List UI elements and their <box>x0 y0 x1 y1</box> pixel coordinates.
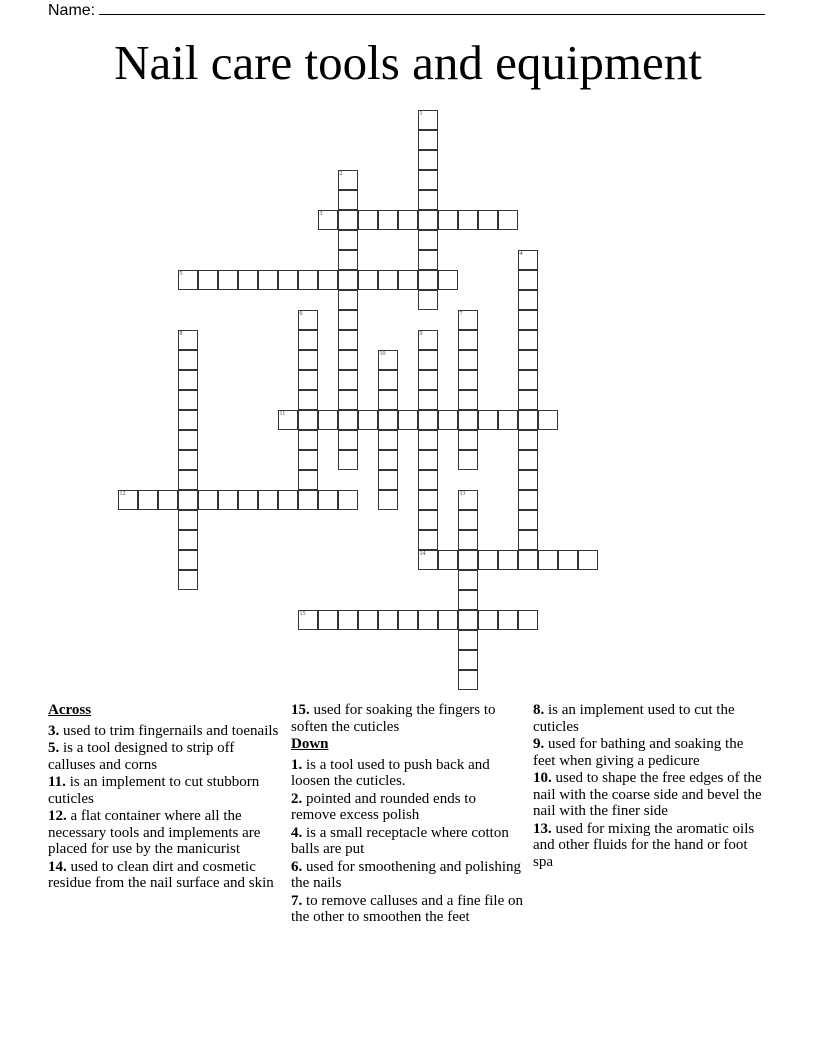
crossword-cell[interactable] <box>458 670 478 690</box>
crossword-cell[interactable] <box>538 410 558 430</box>
crossword-cell[interactable] <box>258 490 278 510</box>
crossword-cell[interactable] <box>338 310 358 330</box>
crossword-cell[interactable] <box>518 450 538 470</box>
clue-number: 8. <box>533 702 545 718</box>
crossword-cell[interactable] <box>518 550 538 570</box>
crossword-cell[interactable] <box>218 490 238 510</box>
crossword-cell[interactable] <box>298 410 318 430</box>
crossword-cell[interactable] <box>178 570 198 590</box>
crossword-cell[interactable] <box>298 490 318 510</box>
crossword-cell[interactable] <box>418 430 438 450</box>
clue-number: 5. <box>48 740 60 756</box>
clue-number: 4. <box>291 824 303 841</box>
crossword-cell[interactable] <box>338 250 358 270</box>
crossword-cell[interactable] <box>178 270 198 290</box>
crossword-cell[interactable] <box>518 530 538 550</box>
clue-across-3 <box>48 723 280 740</box>
crossword-cell[interactable] <box>418 170 438 190</box>
crossword-cell[interactable] <box>338 490 358 510</box>
clue-text: is an implement used to cut the cuticles <box>533 702 735 735</box>
crossword-cell[interactable] <box>458 650 478 670</box>
crossword-cell[interactable] <box>298 430 318 450</box>
crossword-cell[interactable] <box>418 290 438 310</box>
clue-across-14 <box>48 859 280 892</box>
crossword-cell[interactable] <box>418 550 438 570</box>
crossword-cell[interactable] <box>458 370 478 390</box>
crossword-cell[interactable] <box>458 590 478 610</box>
crossword-cell[interactable] <box>378 370 398 390</box>
crossword-cell[interactable] <box>478 550 498 570</box>
clue-text: used for soaking the fingers to soften the cuticles <box>291 702 496 735</box>
clue-number-label: 11 <box>279 410 286 417</box>
crossword-cell[interactable] <box>518 470 538 490</box>
crossword-cell[interactable] <box>498 550 518 570</box>
crossword-cell[interactable] <box>458 490 478 510</box>
crossword-cell[interactable] <box>458 530 478 550</box>
crossword-cell[interactable] <box>298 610 318 630</box>
clue-down-9 <box>533 736 769 769</box>
clue-text: used to shape the free edges of the nail with the coarse side and bevel the nail with the finer side <box>533 770 762 819</box>
crossword-cell[interactable] <box>418 410 438 430</box>
crossword-cell[interactable] <box>278 410 298 430</box>
crossword-cell[interactable] <box>338 410 358 430</box>
crossword-cell[interactable] <box>218 270 238 290</box>
crossword-cell[interactable] <box>278 270 298 290</box>
crossword-cell[interactable] <box>318 490 338 510</box>
clue-number-label: 4 <box>519 250 523 257</box>
crossword-cell[interactable] <box>418 130 438 150</box>
crossword-cell[interactable] <box>518 390 538 410</box>
clue-text: a flat container where all the necessary tools and implements are placed for use by the manicurist <box>48 808 261 857</box>
crossword-cell[interactable] <box>338 430 358 450</box>
crossword-cell[interactable] <box>418 210 438 230</box>
crossword-cell[interactable] <box>358 610 378 630</box>
clue-number-label: 6 <box>299 310 303 317</box>
crossword-cell[interactable] <box>518 490 538 510</box>
crossword-cell[interactable] <box>378 450 398 470</box>
crossword-cell[interactable] <box>398 270 418 290</box>
clue-number-label: 15 <box>299 610 306 617</box>
crossword-cell[interactable] <box>338 230 358 250</box>
crossword-cell[interactable] <box>518 330 538 350</box>
crossword-cell[interactable] <box>298 470 318 490</box>
crossword-cell[interactable] <box>338 190 358 210</box>
crossword-cell[interactable] <box>238 490 258 510</box>
clue-number: 3. <box>48 722 60 739</box>
crossword-cell[interactable] <box>298 310 318 330</box>
crossword-cell[interactable] <box>318 210 338 230</box>
crossword-cell[interactable] <box>458 510 478 530</box>
crossword-cell[interactable] <box>298 270 318 290</box>
clue-text: used for mixing the aromatic oils and other fluids for the hand or foot spa <box>533 820 755 870</box>
crossword-cell[interactable] <box>338 210 358 230</box>
crossword-cell[interactable] <box>458 610 478 630</box>
clue-down-2 <box>291 791 523 824</box>
clue-text: used for bathing and soaking the feet when giving a pedicure <box>533 736 744 769</box>
crossword-cell[interactable] <box>178 470 198 490</box>
crossword-cell[interactable] <box>438 550 458 570</box>
crossword-cell[interactable] <box>518 430 538 450</box>
crossword-cell[interactable] <box>418 270 438 290</box>
clue-text: is a small receptacle where cotton balls are put <box>291 824 509 857</box>
clue-text: is a tool designed to strip off calluses and corns <box>48 740 235 773</box>
crossword-cell[interactable] <box>418 470 438 490</box>
crossword-cell[interactable] <box>198 270 218 290</box>
crossword-cell[interactable] <box>418 530 438 550</box>
crossword-cell[interactable] <box>458 210 478 230</box>
clue-number: 6. <box>291 858 303 875</box>
crossword-cell[interactable] <box>178 330 198 350</box>
crossword-cell[interactable] <box>478 410 498 430</box>
across-heading: Across <box>48 702 92 718</box>
crossword-cell[interactable] <box>178 550 198 570</box>
clue-number-label: 9 <box>419 330 423 337</box>
crossword-cell[interactable] <box>358 410 378 430</box>
crossword-cell[interactable] <box>338 270 358 290</box>
crossword-cell[interactable] <box>358 210 378 230</box>
crossword-cell[interactable] <box>518 250 538 270</box>
crossword-cell[interactable] <box>458 450 478 470</box>
clue-number-label: 8 <box>179 330 183 337</box>
crossword-cell[interactable] <box>418 110 438 130</box>
down-heading: Down <box>291 736 329 752</box>
crossword-cell[interactable] <box>338 350 358 370</box>
crossword-cell[interactable] <box>518 610 538 630</box>
clue-across-5 <box>48 740 280 773</box>
crossword-cell[interactable] <box>178 410 198 430</box>
crossword-cell[interactable] <box>438 610 458 630</box>
clue-number: 2. <box>291 790 303 807</box>
clue-number-label: 7 <box>459 310 463 317</box>
clue-number: 10. <box>533 770 552 786</box>
clue-text: is a tool used to push back and loosen the cuticles. <box>291 756 490 789</box>
crossword-cell[interactable] <box>458 570 478 590</box>
crossword-cell[interactable] <box>278 490 298 510</box>
crossword-cell[interactable] <box>318 270 338 290</box>
crossword-cell[interactable] <box>518 370 538 390</box>
crossword-cell[interactable] <box>378 350 398 370</box>
crossword-cell[interactable] <box>498 210 518 230</box>
crossword-cell[interactable] <box>498 410 518 430</box>
crossword-cell[interactable] <box>178 350 198 370</box>
crossword-cell[interactable] <box>398 610 418 630</box>
crossword-cell[interactable] <box>438 270 458 290</box>
crossword-cell[interactable] <box>418 450 438 470</box>
page-title: Nail care tools and equipment <box>114 35 702 90</box>
crossword-cell[interactable] <box>538 550 558 570</box>
clue-text: used for smoothening and polishing the nails <box>291 858 521 891</box>
crossword-cell[interactable] <box>458 550 478 570</box>
clue-number-label: 10 <box>379 350 386 357</box>
crossword-cell[interactable] <box>338 450 358 470</box>
clue-text: used to clean dirt and cosmetic residue from the nail surface and skin <box>48 858 274 891</box>
name-label: Name: <box>48 2 96 19</box>
clue-down-7 <box>291 893 523 926</box>
crossword-cell[interactable] <box>118 490 138 510</box>
crossword-cell[interactable] <box>418 490 438 510</box>
clue-across-12 <box>48 808 280 858</box>
clue-down-4 <box>291 825 523 858</box>
crossword-cell[interactable] <box>518 290 538 310</box>
crossword-cell[interactable] <box>518 510 538 530</box>
crossword-cell[interactable] <box>518 270 538 290</box>
clue-number: 1. <box>291 756 303 773</box>
clue-number: 15. <box>291 702 310 718</box>
clue-across-11 <box>48 774 280 807</box>
crossword-cell[interactable] <box>518 410 538 430</box>
crossword-cell[interactable] <box>338 390 358 410</box>
clues-column-3 <box>533 702 769 871</box>
clue-number: 13. <box>533 820 552 837</box>
crossword-cell[interactable] <box>378 610 398 630</box>
crossword-cell[interactable] <box>178 390 198 410</box>
crossword-cell[interactable] <box>458 330 478 350</box>
crossword-cell[interactable] <box>358 270 378 290</box>
clue-number-label: 13 <box>459 490 466 497</box>
crossword-cell[interactable] <box>458 410 478 430</box>
crossword-cell[interactable] <box>418 250 438 270</box>
crossword-cell[interactable] <box>418 610 438 630</box>
crossword-cell[interactable] <box>378 270 398 290</box>
crossword-cell[interactable] <box>418 150 438 170</box>
clue-down-10 <box>533 770 769 820</box>
crossword-cell[interactable] <box>458 310 478 330</box>
clue-down-1 <box>291 757 523 790</box>
clue-text: to remove calluses and a fine file on the other to smoothen the feet <box>291 892 524 925</box>
crossword-cell[interactable] <box>178 490 198 510</box>
clue-number-label: 2 <box>339 170 343 177</box>
crossword-cell[interactable] <box>378 470 398 490</box>
crossword-cell[interactable] <box>298 450 318 470</box>
crossword-cell[interactable] <box>178 510 198 530</box>
crossword-cell[interactable] <box>438 410 458 430</box>
clue-down-8 <box>533 702 769 735</box>
crossword-cell[interactable] <box>498 610 518 630</box>
clue-number-label: 14 <box>419 550 426 557</box>
clue-number-label: 3 <box>319 210 323 217</box>
crossword-cell[interactable] <box>338 610 358 630</box>
crossword-cell[interactable] <box>298 390 318 410</box>
crossword-cell[interactable] <box>318 610 338 630</box>
crossword-cell[interactable] <box>478 610 498 630</box>
crossword-cell[interactable] <box>338 290 358 310</box>
clue-text: is an implement to cut stubborn cuticles <box>48 774 260 807</box>
clue-number: 11. <box>48 774 66 790</box>
crossword-cell[interactable] <box>458 430 478 450</box>
crossword-cell[interactable] <box>518 310 538 330</box>
crossword-cell[interactable] <box>378 210 398 230</box>
clue-number: 9. <box>533 736 545 752</box>
crossword-cell[interactable] <box>178 530 198 550</box>
clue-number: 14. <box>48 858 67 875</box>
clue-text: pointed and rounded ends to remove excess polish <box>291 790 476 823</box>
crossword-cell[interactable] <box>458 630 478 650</box>
crossword-cell[interactable] <box>398 410 418 430</box>
clue-number-label: 1 <box>419 110 423 117</box>
crossword-cell[interactable] <box>378 430 398 450</box>
crossword-cell[interactable] <box>418 390 438 410</box>
crossword-cell[interactable] <box>378 490 398 510</box>
clue-down-13 <box>533 821 769 871</box>
clue-across-15 <box>291 702 523 735</box>
crossword-cell[interactable] <box>318 410 338 430</box>
clues-column-2 <box>291 702 523 927</box>
crossword-cell[interactable] <box>418 330 438 350</box>
crossword-cell[interactable] <box>298 370 318 390</box>
crossword-cell[interactable] <box>198 490 218 510</box>
crossword-cell[interactable] <box>458 390 478 410</box>
crossword-cell[interactable] <box>378 410 398 430</box>
crossword-cell[interactable] <box>378 390 398 410</box>
crossword-cell[interactable] <box>158 490 178 510</box>
clue-number-label: 12 <box>119 490 126 497</box>
crossword-cell[interactable] <box>298 330 318 350</box>
crossword-cell[interactable] <box>418 230 438 250</box>
crossword-cell[interactable] <box>238 270 258 290</box>
clues-column-1 <box>48 702 280 893</box>
crossword-cell[interactable] <box>298 350 318 370</box>
crossword-cell[interactable] <box>418 510 438 530</box>
crossword-cell[interactable] <box>578 550 598 570</box>
crossword-cell[interactable] <box>418 190 438 210</box>
crossword-cell[interactable] <box>338 170 358 190</box>
clue-down-6 <box>291 859 523 892</box>
clue-number-label: 5 <box>179 270 183 277</box>
crossword-cell[interactable] <box>418 370 438 390</box>
crossword-cell[interactable] <box>258 270 278 290</box>
crossword-cell[interactable] <box>438 210 458 230</box>
crossword-cell[interactable] <box>138 490 158 510</box>
crossword-cell[interactable] <box>178 430 198 450</box>
crossword-cell[interactable] <box>558 550 578 570</box>
crossword-cell[interactable] <box>178 450 198 470</box>
crossword-cell[interactable] <box>398 210 418 230</box>
crossword-cell[interactable] <box>418 350 438 370</box>
crossword-cell[interactable] <box>338 370 358 390</box>
crossword-cell[interactable] <box>338 330 358 350</box>
clue-number: 12. <box>48 808 67 824</box>
crossword-cell[interactable] <box>518 350 538 370</box>
clue-text: used to trim fingernails and toenails <box>59 722 279 739</box>
clue-number: 7. <box>291 892 303 909</box>
crossword-cell[interactable] <box>458 350 478 370</box>
crossword-cell[interactable] <box>478 210 498 230</box>
crossword-cell[interactable] <box>178 370 198 390</box>
